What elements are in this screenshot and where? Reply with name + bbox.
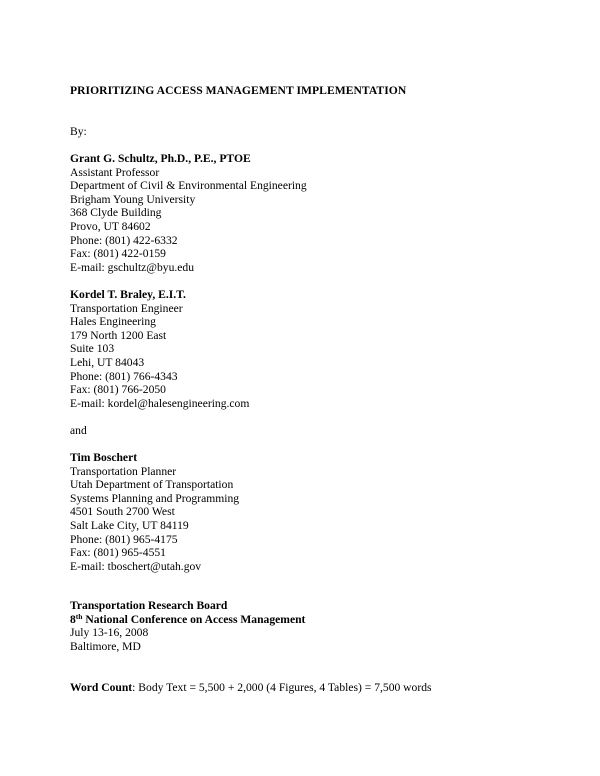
conference-location: Baltimore, MD	[70, 639, 141, 653]
author-name: Grant G. Schultz, Ph.D., P.E., PTOE	[70, 152, 251, 165]
author-city-line: Salt Lake City, UT 84119	[70, 518, 189, 532]
author-fax: Fax: (801) 422-0159	[70, 247, 166, 261]
author-suite-line: Suite 103	[70, 342, 115, 356]
conference-dates: July 13-16, 2008	[70, 626, 149, 640]
author-address-line: 368 Clyde Building	[70, 206, 162, 220]
author-position: Transportation Planner	[70, 464, 177, 478]
author-organization: Hales Engineering	[70, 315, 156, 329]
by-label: By:	[70, 125, 87, 138]
author-email: E-mail: kordel@halesengineering.com	[70, 396, 250, 410]
author-email: E-mail: gschultz@byu.edu	[70, 260, 195, 274]
conference-ordinal-suffix: th	[75, 611, 83, 621]
author-email: E-mail: tboschert@utah.gov	[70, 559, 202, 573]
author-block-1	[70, 152, 307, 274]
author-city-line: Lehi, UT 84043	[70, 355, 145, 369]
author-city-line: Provo, UT 84602	[70, 219, 151, 233]
conference-name	[70, 613, 305, 627]
word-count-label: Word Count	[70, 681, 133, 694]
author-organization: Utah Department of Transportation	[70, 478, 234, 492]
author-phone: Phone: (801) 766-4343	[70, 369, 178, 383]
author-position: Transportation Engineer	[70, 301, 183, 315]
conference-event-name: National Conference on Access Management	[82, 612, 306, 626]
conference-block	[70, 599, 305, 653]
author-block-2	[70, 288, 249, 410]
document-title: PRIORITIZING ACCESS MANAGEMENT IMPLEMENTATION	[70, 84, 407, 97]
author-address-line: 179 North 1200 East	[70, 328, 167, 342]
conference-organization: Transportation Research Board	[70, 599, 228, 612]
author-block-3	[70, 451, 239, 573]
word-count-separator: :	[132, 681, 139, 694]
author-name: Kordel T. Braley, E.I.T.	[70, 288, 186, 301]
author-fax: Fax: (801) 965-4551	[70, 546, 166, 560]
author-phone: Phone: (801) 965-4175	[70, 532, 178, 546]
word-count-line	[70, 681, 432, 695]
author-fax: Fax: (801) 766-2050	[70, 383, 166, 397]
author-organization: Brigham Young University	[70, 192, 196, 206]
author-department: Department of Civil & Environmental Engineering	[70, 179, 307, 193]
word-count-value: Body Text = 5,500 + 2,000 (4 Figures, 4 Tables) = 7,500 words	[138, 681, 432, 694]
author-position: Assistant Professor	[70, 165, 160, 179]
author-name: Tim Boschert	[70, 451, 138, 464]
author-address-line: 4501 South 2700 West	[70, 505, 175, 519]
author-division: Systems Planning and Programming	[70, 491, 240, 505]
conference-ordinal-number: 8	[70, 612, 76, 626]
and-connector: and	[70, 424, 87, 437]
author-phone: Phone: (801) 422-6332	[70, 233, 178, 247]
